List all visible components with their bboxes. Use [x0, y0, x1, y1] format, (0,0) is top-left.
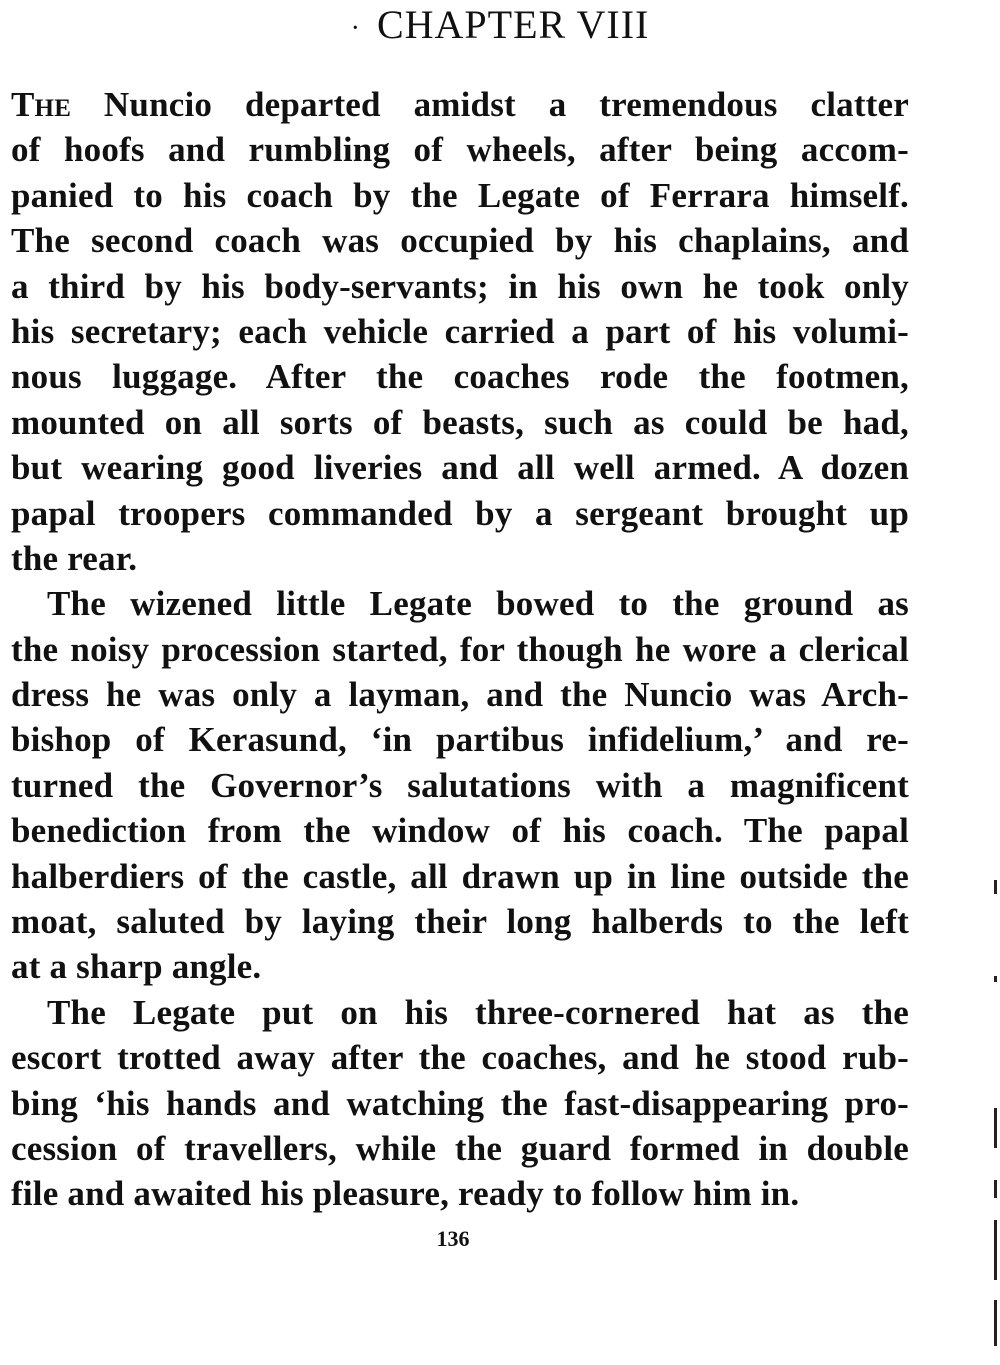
- text-line: bing ‘his hands and watching the fast-disappearing pro-: [11, 1083, 909, 1123]
- text-line: benediction from the window of his coach. The papal: [11, 811, 909, 851]
- text-line: panied to his coach by the Legate of Ferrara himself.: [11, 175, 909, 215]
- text-line: the rear.: [11, 538, 138, 578]
- paragraph-1: [11, 82, 909, 581]
- text-line: at a sharp angle.: [11, 947, 262, 987]
- text-line: his secretary; each vehicle carried a part of his volumi-: [11, 311, 909, 351]
- paragraph-2: [11, 581, 909, 990]
- text-line: the noisy procession started, for though he wore a clerical: [11, 629, 909, 669]
- text-line: bishop of Kerasund, ‘in partibus infidelium,’ and re-: [11, 720, 909, 760]
- text-line: The second coach was occupied by his chaplains, and: [11, 221, 909, 261]
- text-line: escort trotted away after the coaches, and he stood rub-: [11, 1038, 909, 1078]
- text-line: file and awaited his pleasure, ready to follow him in.: [11, 1174, 800, 1214]
- text-line: turned the Governor’s salutations with a magnificent: [11, 765, 909, 805]
- paragraph-3: [11, 990, 909, 1217]
- text-line: a third by his body-servants; in his own he took only: [11, 266, 909, 306]
- scan-edge-artifact: [994, 880, 998, 1360]
- text-line: dress he was only a layman, and the Nuncio was Arch-: [11, 675, 909, 715]
- text-line: of hoofs and rumbling of wheels, after being accom-: [11, 130, 909, 170]
- chapter-heading: [0, 2, 1000, 52]
- text-line: cession of travellers, while the guard formed in double: [11, 1128, 909, 1168]
- text-line: nous luggage. After the coaches rode the footmen,: [11, 357, 909, 397]
- text-line: moat, saluted by laying their long halberds to the left: [11, 902, 909, 942]
- text-line: The Legate put on his three-cornered hat as the: [47, 992, 909, 1032]
- text-line: halberdiers of the castle, all drawn up in line outside the: [11, 856, 909, 896]
- text-line: mounted on all sorts of beasts, such as could be had,: [11, 402, 909, 442]
- heading-bullet: ·: [350, 12, 361, 44]
- chapter-title: CHAPTER VIII: [376, 2, 650, 47]
- drop-word: The: [11, 85, 72, 124]
- text-line: The Nuncio departed amidst a tremendous clatter: [11, 85, 909, 124]
- body-text: [11, 82, 909, 1217]
- text-line: papal troopers commanded by a sergeant brought up: [11, 493, 909, 533]
- page-number: 136: [436, 1226, 470, 1251]
- text-line: The wizened little Legate bowed to the ground as: [47, 584, 909, 624]
- text-line: but wearing good liveries and all well armed. A dozen: [11, 448, 909, 488]
